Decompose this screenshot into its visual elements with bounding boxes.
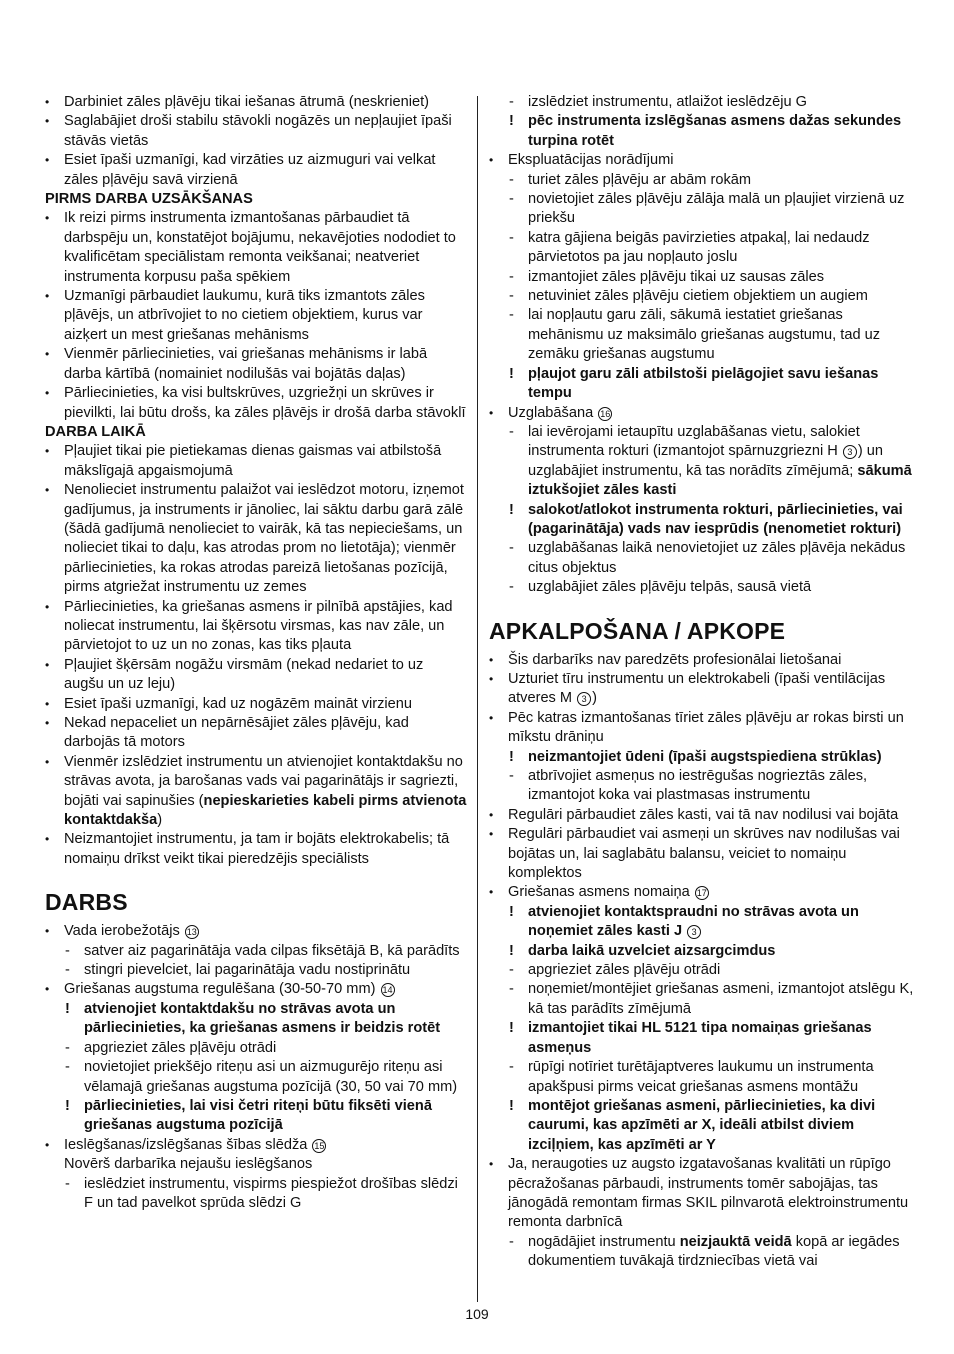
bullet-item [45, 830, 467, 869]
bullet-marker: • [45, 982, 50, 997]
item-text-end: ) [896, 520, 902, 537]
dash-item [45, 942, 467, 961]
item-text: Pārliecinieties, ka visi bultskrūves, uzgriežņi un skrūves ir pievilkti, lai būtu drošs, ka zāles pļāvējs ir drošā darba stāvoklī [64, 385, 466, 421]
exclamation-marker: ! [65, 1097, 70, 1114]
bullet-item [45, 714, 467, 753]
bullet-item [489, 1155, 914, 1233]
item-text: katra gājiena beigās pavirzieties atpakaļ, lai nedaudz pārvietotos pa jau nopļauto joslu [528, 229, 870, 266]
bullet-item [45, 93, 467, 112]
item-text-cont: ) [592, 690, 597, 707]
dash-item [489, 93, 914, 112]
item-text: Regulāri pārbaudiet vai asmeņi un skrūves nav nodilušas vai bojātas un, lai saglabātu balansu, veiciet to nomaiņu komplektos [508, 826, 900, 882]
item-text: Esiet īpaši uzmanīgi, kad virzāties uz aizmuguri vai velkat zāles pļāvēju savā virzienā [64, 152, 436, 188]
item-text: Nekad nepaceliet un nepārnēsājiet zāles pļāvēju, kad darbojās tā motors [64, 715, 409, 751]
item-text: Pļaujiet šķērsām nogāžu virsmām (nekad nedariet to uz augšu un uz leju) [64, 656, 424, 693]
item-text: novietojiet priekšējo riteņu asi un aizmugurējo riteņu asi vēlamajā griešanas augstuma pozīcijā (30, 50 vai 70 mm) [84, 1059, 458, 1095]
figure-number-badge: 17 [696, 888, 707, 899]
item-text: pēc instrumenta izslēgšanas asmens dažas sekundes turpina rotēt [528, 113, 902, 149]
dash-item [45, 1175, 467, 1214]
dash-item [489, 229, 914, 268]
dash-item [489, 306, 914, 364]
dash-item [489, 980, 914, 1019]
exclamation-marker: ! [509, 113, 514, 130]
item-text: Vienmēr pārliecinieties, vai griešanas mehānisms ir labā darba kārtībā (nomainiet nodilušās vai bojātās daļas) [64, 346, 428, 382]
item-text: Ekspluatācijas norādījumi [508, 152, 674, 169]
item-text: uzglabājiet zāles pļāvēju telpās, sausā vietā [528, 579, 812, 596]
bullet-item [45, 481, 467, 597]
exclamation-marker: ! [509, 942, 514, 959]
bullet-item [489, 806, 914, 825]
item-text: novietojiet zāles pļāvēju zālāja malā un pļaujiet virzienā uz priekšu [528, 191, 905, 227]
bullet-item [45, 112, 467, 151]
figure-number-badge: 13 [186, 927, 197, 938]
bullet-item [489, 709, 914, 748]
item-text: turiet zāles pļāvēju ar abām rokām [528, 171, 752, 188]
bullet-item [489, 151, 914, 170]
warning-item [489, 748, 914, 767]
bullet-marker: • [45, 483, 50, 498]
bullet-item [489, 404, 914, 423]
dash-marker: - [509, 307, 514, 324]
dash-item [489, 190, 914, 229]
bullet-item [45, 345, 467, 384]
item-text: Ja, neraugoties uz augsto izgatavošanas kvalitāti un rūpīgo pēcražošanas pārbaudi, instruments tomēr sabojājas, tas jānogādā remontam firmas SKIL pilnvarotā elektroinstrumentu remonta darbnīcā [508, 1156, 909, 1231]
bullet-marker: • [45, 1137, 50, 1152]
bullet-marker: • [45, 211, 50, 226]
item-text: uzglabāšanas laikā nenovietojiet uz zāles pļāvēja nekādus citus objektus [528, 540, 906, 576]
dash-marker: - [509, 962, 514, 979]
exclamation-marker: ! [509, 501, 514, 518]
bullet-marker: • [489, 1157, 494, 1172]
item-text-end: kopā ar iegādes dokumentiem tuvākajā tirdzniecības vietā vai [528, 1233, 900, 1270]
bullet-marker: • [489, 885, 494, 900]
item-text: netuviniet zāles pļāvēju cietiem objektiem un augiem [528, 288, 868, 305]
item-text: stingri pievelciet, lai pagarinātāja vadu nostiprinātu [84, 962, 411, 979]
item-text: Pārliecinieties, ka griešanas asmens ir pilnībā apstājies, kad noliecat instrumentu, lai šķērsotu virsmas, kas nav zāle, un pārvietojot to uz un no zonas, kas tiks pļauta [64, 598, 453, 654]
bullet-item [489, 825, 914, 883]
item-text-cont: Novērš darbarīka nejaušu ieslēgšanos [64, 1156, 313, 1173]
bullet-item [489, 670, 914, 709]
dash-marker: - [509, 288, 514, 305]
exclamation-marker: ! [509, 365, 514, 382]
bullet-marker: • [45, 444, 50, 459]
warning-item [489, 501, 914, 540]
figure-number-badge: 3 [843, 445, 857, 459]
dash-item [489, 767, 914, 806]
dash-marker: - [509, 94, 514, 110]
item-text: montējot griešanas asmeni, pārliecinieties, ka divi caurumi, kas apzīmēti ar X, ideāli atbilst diviem izciļņiem, kas apzīmēti ar Y [528, 1097, 876, 1153]
bullet-item [45, 151, 467, 190]
item-bold-text: neizjauktā veidā [679, 1233, 792, 1250]
figure-number-badge: 3 [687, 925, 701, 939]
item-text: Šis darbarīks nav paredzēts profesionālai lietošanai [508, 651, 842, 668]
bullet-marker: • [45, 832, 50, 847]
dash-marker: - [509, 268, 514, 285]
item-text: Ieslēgšanas/izslēgšanas šības slēdža [64, 1136, 312, 1153]
bullet-item [45, 209, 467, 287]
subheading: DARBA LAIKĀ [45, 423, 146, 440]
bullet-marker: • [45, 95, 50, 109]
dash-marker: - [509, 579, 514, 596]
bullet-marker: • [45, 716, 50, 730]
item-text: salokot/atlokot instrumenta rokturi, pārliecinieties, vai (pagarinātāja) vads nav iesprūdis (nenometiet rokturi [528, 501, 903, 537]
dash-item [489, 1058, 914, 1097]
bullet-marker: • [45, 696, 50, 711]
item-text: apgrieziet zāles pļāvēju otrādi [84, 1039, 277, 1056]
figure-number-badge: 16 [600, 408, 611, 419]
bullet-item [45, 695, 467, 714]
bullet-item [45, 384, 467, 423]
item-text: Esiet īpaši uzmanīgi, kad uz nogāzēm maināt virzienu [64, 695, 412, 712]
item-text: izslēdziet instrumentu, atlaižot ieslēdzēju G [528, 94, 808, 110]
item-text: izmantojiet tikai HL 5121 tipa nomaiņas griešanas asmeņus [528, 1020, 872, 1056]
bullet-marker: • [45, 153, 50, 168]
item-text: Regulāri pārbaudiet zāles kasti, vai tā nav nodilusi vai bojāta [508, 806, 899, 823]
item-text: Pēc katras izmantošanas tīriet zāles pļāvēju ar rokas birsti un mīkstu drāniņu [508, 709, 904, 746]
item-text: rūpīgi notīriet turētājaptveres laukumu un instrumenta apakšpusi pirms veicat griešanas asmens montāžu [528, 1059, 874, 1095]
section-heading: APKALPOŠANA / APKOPE [489, 617, 786, 644]
dash-item [45, 961, 467, 980]
left-column [45, 93, 467, 1213]
page-number: 109 [465, 1306, 489, 1322]
item-text: Darbiniet zāles pļāvēju tikai iešanas ātrumā (neskrieniet) [64, 94, 430, 110]
bullet-marker: • [45, 347, 50, 362]
column-divider [477, 96, 478, 1302]
item-text: apgrieziet zāles pļāvēju otrādi [528, 962, 721, 979]
dash-marker: - [65, 1175, 70, 1192]
item-text: Nenolieciet instrumentu palaižot vai ieslēdzot motoru, izņemot gadījumus, ja instruments ir jānoliec, lai sāktu darbu garā zālē (šādā gadījumā nenolieciet to vairāk, kā tas nepieciešams, un nolieciet tikai to daļu, kas atrodas prom no lietotāja); vienmēr pārliecinieties, ka rokas atrodas pareizā lietošanas pozīcijā, pirms atgriežat instrumentu uz zemes [64, 482, 464, 596]
item-text: atvienojiet kontaktdakšu no strāvas avota un pārliecinieties, ka griešanas asmens ir beidzis rotēt [84, 1000, 441, 1037]
bullet-marker: • [489, 652, 494, 667]
warning-item [489, 1097, 914, 1155]
dash-marker: - [509, 229, 514, 246]
item-text: Neizmantojiet instrumentu, ja tam ir bojāts elektrokabelis; tā nomaiņu drīkst veikt tikai pieredzējis speciālists [64, 831, 450, 867]
item-text-end: ) [157, 812, 163, 829]
figure-number-badge: 15 [314, 1140, 325, 1151]
item-text: Uzmanīgi pārbaudiet laukumu, kurā tiks izmantots zāles pļāvējs, un atbrīvojiet to no cietiem objektiem, kurus var aizķert un mest griešanas mehānisms [64, 288, 425, 343]
warning-item [45, 1000, 467, 1039]
bullet-item [489, 883, 914, 902]
item-text: Uzturiet tīru instrumentu un elektrokabeli (īpaši ventilācijas atveres M [508, 670, 886, 707]
exclamation-marker: ! [509, 903, 514, 920]
bullet-marker: • [489, 827, 494, 842]
dash-marker: - [65, 942, 70, 959]
bullet-item [45, 980, 467, 999]
bullet-marker: • [45, 657, 50, 672]
bullet-item [45, 922, 467, 941]
exclamation-marker: ! [509, 748, 514, 765]
bullet-item [45, 598, 467, 656]
item-text: Vienmēr izslēdziet instrumentu un atvienojiet kontaktdakšu no strāvas avota, ja barošanas vads vai pagarinātājs ir sagriezti, bojāti vai sapinušies ( [64, 753, 463, 809]
bullet-marker: • [45, 599, 50, 614]
bullet-marker: • [45, 289, 50, 304]
item-text-cont: ) un uzglabājiet instrumentu, kā tas norādīts zīmējumā; [528, 443, 884, 479]
exclamation-marker: ! [509, 1020, 514, 1037]
dash-marker: - [65, 1059, 70, 1076]
dash-marker: - [509, 981, 514, 998]
dash-item [489, 423, 914, 501]
dash-marker: - [65, 1039, 70, 1056]
warning-item [489, 1019, 914, 1058]
item-text: pārliecinieties, lai visi četri riteņi būtu fiksēti vienā griešanas augstuma pozīcijā [84, 1097, 432, 1134]
item-bold-text: sākumā iztukšojiet zāles kasti [528, 462, 912, 499]
item-text: izmantojiet zāles pļāvēju tikai uz sausas zāles [528, 268, 825, 285]
item-text: atbrīvojiet asmeņus no iestrēgušas nogrieztās zāles, izmantojot koka vai plastmasas instrumentu [528, 768, 868, 804]
bullet-marker: • [489, 710, 494, 725]
bullet-marker: • [45, 114, 50, 129]
item-text: Ik reizi pirms instrumenta izmantošanas pārbaudiet tā darbspēju un, konstatējot bojājumu, nekavējoties nododiet to kvalificētam speciālistam remonta veikšanai; neatveriet instrumenta korpusu paša spēkiem [64, 210, 456, 285]
dash-item [489, 539, 914, 578]
dash-item [489, 171, 914, 190]
item-text: Uzglabāšana [508, 404, 598, 421]
dash-item [45, 1039, 467, 1058]
item-bold-text: nepieskarieties kabeli pirms atvienota kontaktdakša [64, 792, 467, 829]
right-column [489, 93, 914, 1272]
dash-marker: - [509, 1059, 514, 1076]
item-text: Pļaujiet tikai pie pietiekamas dienas gaismas vai atbilstošā mākslīgajā apgaismojumā [64, 443, 442, 479]
warning-item [489, 365, 914, 404]
item-text: lai ievērojami ietaupītu uzglabāšanas vietu, salokiet instrumenta rokturi (izmantojot spārnuzgriezni H [528, 423, 860, 460]
exclamation-marker: ! [65, 1000, 70, 1017]
exclamation-marker: ! [509, 1097, 514, 1114]
dash-item [489, 287, 914, 306]
item-text: Griešanas asmens nomaiņa [508, 884, 694, 901]
item-text: Saglabājiet droši stabilu stāvokli nogāzēs un nepļaujiet īpaši stāvās vietās [64, 113, 452, 149]
bullet-item [45, 442, 467, 481]
dash-item [489, 268, 914, 287]
bullet-marker: • [489, 153, 494, 168]
dash-marker: - [509, 540, 514, 557]
item-text: atvienojiet kontaktspraudni no strāvas avota un noņemiet zāles kasti J [528, 903, 859, 940]
figure-number-badge: 3 [577, 692, 591, 706]
item-text: satver aiz pagarinātāja vada cilpas fiksētājā B, kā parādīts [84, 942, 460, 959]
bullet-item [45, 1136, 467, 1175]
item-text: ieslēdziet instrumentu, vispirms piespiežot drošības slēdzi F un tad pavelkot sprūda slēdzi G [84, 1175, 458, 1211]
bullet-marker: • [45, 924, 50, 939]
warning-item [489, 903, 914, 942]
dash-item [489, 1233, 914, 1272]
dash-marker: - [509, 1233, 514, 1250]
warning-item [489, 112, 914, 151]
bullet-marker: • [45, 386, 50, 401]
dash-marker: - [509, 191, 514, 208]
item-text: lai nopļautu garu zāli, sākumā iestatiet griešanas mehānismu uz maksimālo griešanas augstumu, tad uz zemāku griešanas augstumu [528, 307, 881, 363]
item-text: nogādājiet instrumentu [528, 1233, 680, 1250]
bullet-marker: • [489, 671, 494, 686]
subheading: PIRMS DARBA UZSĀKŠANAS [45, 191, 253, 208]
bullet-marker: • [489, 807, 494, 822]
bullet-item [45, 753, 467, 831]
dash-marker: - [509, 768, 514, 784]
item-text: noņemiet/montējiet griešanas asmeni, izmantojot atslēgu K, kā tas parādīts zīmējumā [528, 981, 914, 1017]
dash-item [489, 578, 914, 597]
bullet-item [45, 287, 467, 345]
item-text: neizmantojiet ūdeni (īpaši augstspiediena strūklas) [528, 748, 882, 765]
dash-marker: - [509, 423, 514, 440]
item-text: darba laikā uzvelciet aizsargcimdus [528, 942, 776, 959]
item-text: pļaujot garu zāli atbilstoši pielāgojiet savu iešanas tempu [528, 365, 879, 402]
bullet-item [45, 656, 467, 695]
warning-item [489, 942, 914, 961]
dash-marker: - [65, 962, 70, 979]
bullet-marker: • [489, 405, 494, 420]
dash-marker: - [509, 171, 514, 188]
warning-item [45, 1097, 467, 1136]
section-heading: DARBS [45, 889, 128, 916]
bullet-marker: • [45, 754, 50, 769]
item-text: Vada ierobežotājs [64, 923, 184, 940]
dash-item [489, 961, 914, 980]
bullet-item [489, 651, 914, 670]
dash-item [45, 1058, 467, 1097]
figure-number-badge: 14 [382, 985, 393, 996]
item-text: Griešanas augstuma regulēšana (30-50-70 mm) [64, 981, 380, 998]
